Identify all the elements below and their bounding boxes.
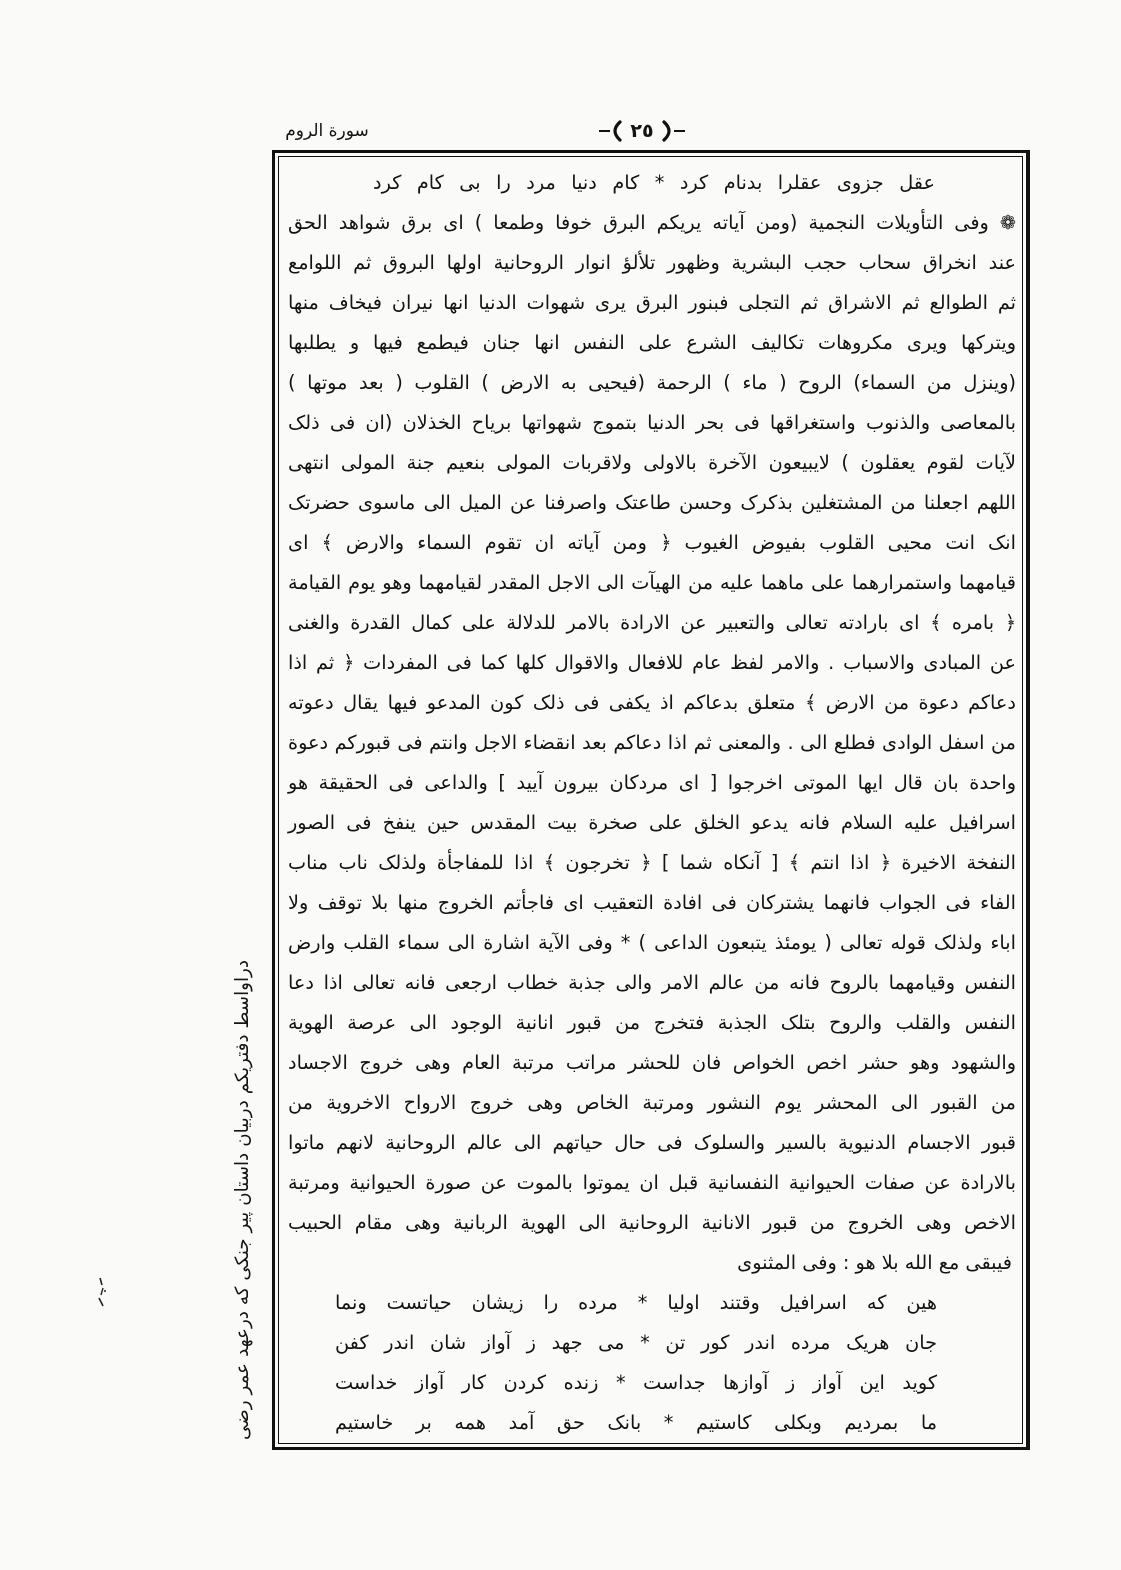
ornament-left-icon: [599, 120, 625, 142]
couplet-line: هین که اسرافیل وقتند اولیا * مرده را زیشان حیاتست ونما: [335, 1291, 937, 1314]
ink-mark: [94, 1276, 110, 1310]
text-line: ﴿ بامره ﴾ ای بارادته تعالی والتعبیر عن الارادة بالامر للدلالة علی کمال القدرة والغنی: [288, 611, 1016, 634]
text-line: لآیات لقوم یعقلون ) لایبیعون الآخرة بالاولی ولاقربات المولی بنعیم جنة المولی انتهی: [288, 451, 1016, 474]
page-number: ٢٥: [630, 120, 654, 142]
text-line: انک انت محیی القلوب بفیوض الغیوب ﴿ ومن آیاته ان تقوم السماء والارض ﴾ ای: [288, 531, 1016, 554]
text-line: ❁ وفی التأویلات النجمیة (ومن آیاته یریکم البرق خوفا وطمعا ) ای برق شواهد الحق: [288, 211, 1016, 234]
closing-line: فیبقی مع الله بلا هو : وفی المثنوی: [737, 1251, 1012, 1274]
text-line: عن المبادی والاسباب . والامر لفظ عام للافعال والاقوال کلها کما فی المفردات ﴿ ثم اذا: [288, 651, 1016, 674]
couplet-line: کوید این آواز ز آوازها جداست * زنده کردن کار آواز خداست: [335, 1371, 937, 1394]
text-line: من اسفل الوادی فطلع الی . والمعنی ثم اذا دعاکم بعد انقضاء الاجل وانتم فی قبورکم دعوة: [288, 731, 1016, 754]
text-line: بالمعاصی والذنوب واستغراقها فی بحر الدنیا بتموج شهواتها بریاح الخذلان (ان فی ذلک: [288, 411, 1016, 434]
running-head-surah-title: سورة الروم: [285, 121, 369, 141]
couplet-line: ما بمردیم وبکلی کاستیم * بانک حق آمد همه بر خاستیم: [335, 1411, 937, 1434]
text-line: (وینزل من السماء) الروح ( ماء ) الرحمة (فیحیی به الارض ) القلوب ( بعد موتها ): [288, 371, 1016, 394]
text-line: بالارادة عن صفات الحیوانیة النفسانیة قبل ان یموتوا بالموت عن صورة الحیوانیة ومرتبة: [288, 1171, 1016, 1194]
page-number-header: [590, 117, 694, 145]
text-line: عند انخراق سحاب حجب البشریة وظهور تلألؤ انوار الروحانیة اولها البروق ثم اللوامع: [288, 251, 1016, 274]
text-line: النفس والقلب والروح بتلک الجذبة فتخرج من قبور انانیة الوجود الی عرصة الهویة: [288, 1011, 1016, 1034]
text-line: الفاء فی الجواب فانهما یشترکان فی افادة التعقیب ای فاجأتم الخروج منها بلا توقف ولا: [288, 891, 1016, 914]
main-text-block: [288, 163, 1016, 1443]
text-line: قبور الاجسام الدنیویة بالسیر والسلوک فی حال حیاتهم الی عالم الروحانیة لانهم ماتوا: [288, 1131, 1016, 1154]
text-line: ویترکها ویری مکروهات تکالیف الشرع علی النفس انها جنان فیطمع فیها و یطلبها: [288, 331, 1016, 354]
text-line: والشهود وهو حشر اخص الخواص فان للحشر مراتب مرتبة العام وهی خروج الاجساد: [288, 1051, 1016, 1074]
couplet-line: جان هریک مرده اندر کور تن * می جهد ز آواز شان اندر کفن: [335, 1331, 937, 1354]
text-line: من القبور الی المحشر یوم النشور ومرتبة الخاص وهی خروج الارواح الاخرویة من: [288, 1091, 1016, 1114]
text-line: النفس وقیامهما بالروح فانه من عالم الامر والی جذبة خطاب ارجعی فانه تعالی اذا دعا: [288, 971, 1016, 994]
text-line: قیامهما واستمرارهما علی ماهما علیه من الهیآت الی الاجل المقدر لقیامهما وهو یوم القیامة: [288, 571, 1016, 594]
text-line: اباء ولذلک قوله تعالی ( یومئذ یتبعون الداعی ) * وفی الآیة اشارة الی سماء القلب وارض: [288, 931, 1016, 954]
ornament-right-icon: [659, 120, 685, 142]
page-frame: [272, 150, 1030, 1450]
text-line: دعاکم دعوة من الارض ﴾ متعلق بدعاکم اذ یکفی فی ذلک کون المدعو فیها یقال دعوته: [288, 691, 1016, 714]
text-line: الاخص وهی الخروج من قبور الانانیة الروحانیة الی الهویة الربانیة وهی مقام الحبیب: [288, 1211, 1016, 1234]
text-line: ثم الطوالع ثم الاشراق ثم التجلی فبنور البرق یری شهوات الدنیا انها نیران فیخاف منها: [288, 291, 1016, 314]
text-line: اسرافیل علیه السلام فانه یدعو الخلق علی صخرة بیت المقدس حین ینفخ فی الصور: [288, 811, 1016, 834]
text-line: اللهم اجعلنا من المشتغلین بذکرک وحسن طاعتک واصرفنا عن المیل الی ماسوی حضرتک: [288, 491, 1016, 514]
text-line: واحدة بان قال ایها الموتی اخرجوا [ ای مردکان بیرون آیید ] والداعی فی الحقیقة هو: [288, 771, 1016, 794]
opening-couplet: عقل جزوی عقلرا بدنام کرد * کام دنیا مرد را بی کام کرد: [373, 171, 935, 194]
text-line: النفخة الاخیرة ﴿ اذا انتم ﴾ [ آنکاه شما ] ﴿ تخرجون ﴾ اذا للمفاجأة ولذلک ناب مناب: [288, 851, 1016, 874]
margin-note: دراواسط دفتریکم دربیان داستان پیر جنکی که درعهد عمر رضی: [232, 960, 253, 1440]
